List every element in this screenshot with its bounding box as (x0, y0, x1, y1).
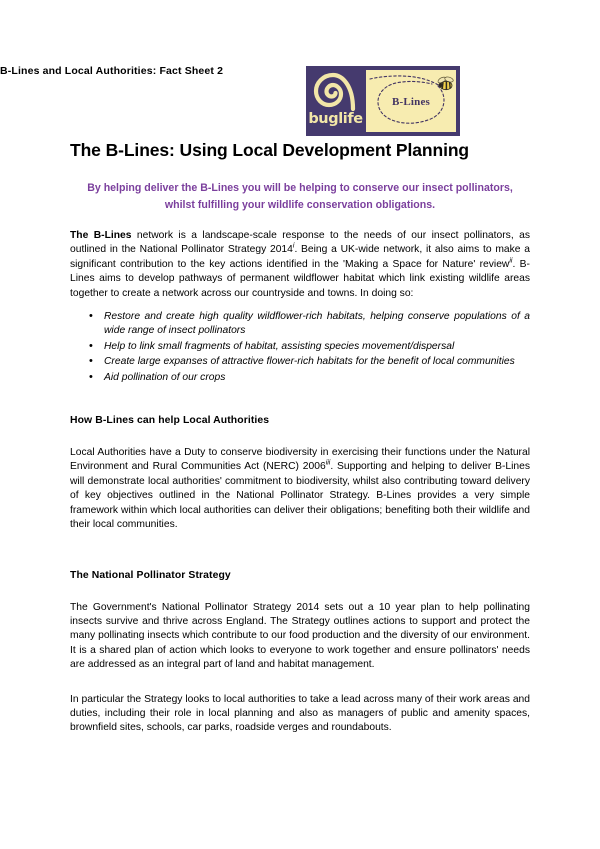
document-header (0, 0, 600, 90)
subtitle-line-1: By helping deliver the B-Lines you will be helping to conserve our insect pollinators, (87, 182, 513, 194)
document-subtitle (70, 180, 530, 214)
blines-panel (366, 70, 456, 132)
buglife-brand-block (306, 66, 365, 136)
section-heading-national-pollinator-strategy: The National Pollinator Strategy (70, 569, 231, 581)
help-text-a: Local Authorities have a Duty to conserve biodiversity in exercising their functions under the Natural Environment and Rural Communities Act (NERC) 2006 (70, 447, 530, 473)
list-item: • Restore and create high quality wildflower-rich habitats, helping conserve populations of a wide range of insect pollinators (104, 310, 530, 339)
buglife-blines-logo (302, 62, 462, 138)
footnote-marker-iii: iii (325, 460, 331, 468)
document-body (70, 229, 530, 748)
footnote-marker-i: i (292, 242, 295, 250)
intro-lead: The B-Lines (70, 230, 132, 241)
subtitle-line-2: whilst fulfilling your wildlife conservation obligations (164, 199, 433, 211)
section-heading-how-blines-help: How B-Lines can help Local Authorities (70, 415, 270, 427)
intro-text-3: . B-Lines aims to develop pathways of permanent wildflower habitat which link existing wildlife areas together to create a network across our countryside and towns. In doing so: (70, 258, 530, 299)
section-help-paragraph (70, 446, 530, 532)
blines-wordmark: B-Lines (391, 96, 431, 108)
spiral-icon (312, 72, 358, 112)
header-title: B-Lines and Local Authorities: Fact Sheet 2 (0, 65, 224, 77)
list-item: • Create large expanses of attractive flower-rich habitats for the benefit of local communities (104, 355, 530, 369)
benefits-list (70, 310, 530, 385)
logo-inner-panel (306, 66, 460, 136)
list-item: • Help to link small fragments of habitat, assisting species movement/dispersal (104, 340, 530, 354)
strategy-paragraph-1: The Government's National Pollinator Strategy 2014 sets out a 10 year plan to help pollinating insects survive and thrive across England. The Strategy outlines actions to support and protect the many pollinating insects which contribute to our food production and the diversity of our environment. It is a shared plan of action which looks to everyone to work together and ensure pollinators' needs are addressed as an integral part of land and habitat management. (70, 601, 530, 671)
list-item: • Aid pollination of our crops (104, 371, 530, 385)
subtitle-period: . (432, 199, 436, 211)
buglife-wordmark: buglife (308, 111, 363, 127)
intro-paragraph (70, 229, 530, 301)
intro-text-1: network is a landscape-scale response to the needs of our insect pollinators, as outlined in the National Pollinator Strategy 2014 (70, 230, 530, 256)
footnote-marker-ii: ii (509, 257, 513, 265)
help-text-b: . Supporting and helping to deliver B-Lines will demonstrate local authorities' commitment to biodiversity, whilst also contributing toward delivery of key objectives outlined in the National Pollinator Strategy. B-Lines provides a very simple framework within which local authorities can deliver their obligations; benefiting both their wildlife and their local communities. (70, 461, 530, 531)
intro-text-2: . Being a UK-wide network, it also aims to make a significant contribution to the key actions identified in the 'Making a Space for Nature' review (70, 244, 530, 270)
page-title: The B-Lines: Using Local Development Planning (70, 140, 470, 160)
strategy-paragraph-2: In particular the Strategy looks to local authorities to take a lead across many of their work areas and duties, including their role in local planning and also as managers of public and amenity spaces, brownfield sites, schools, car parks, roadside verges and roundabouts. (70, 693, 530, 734)
